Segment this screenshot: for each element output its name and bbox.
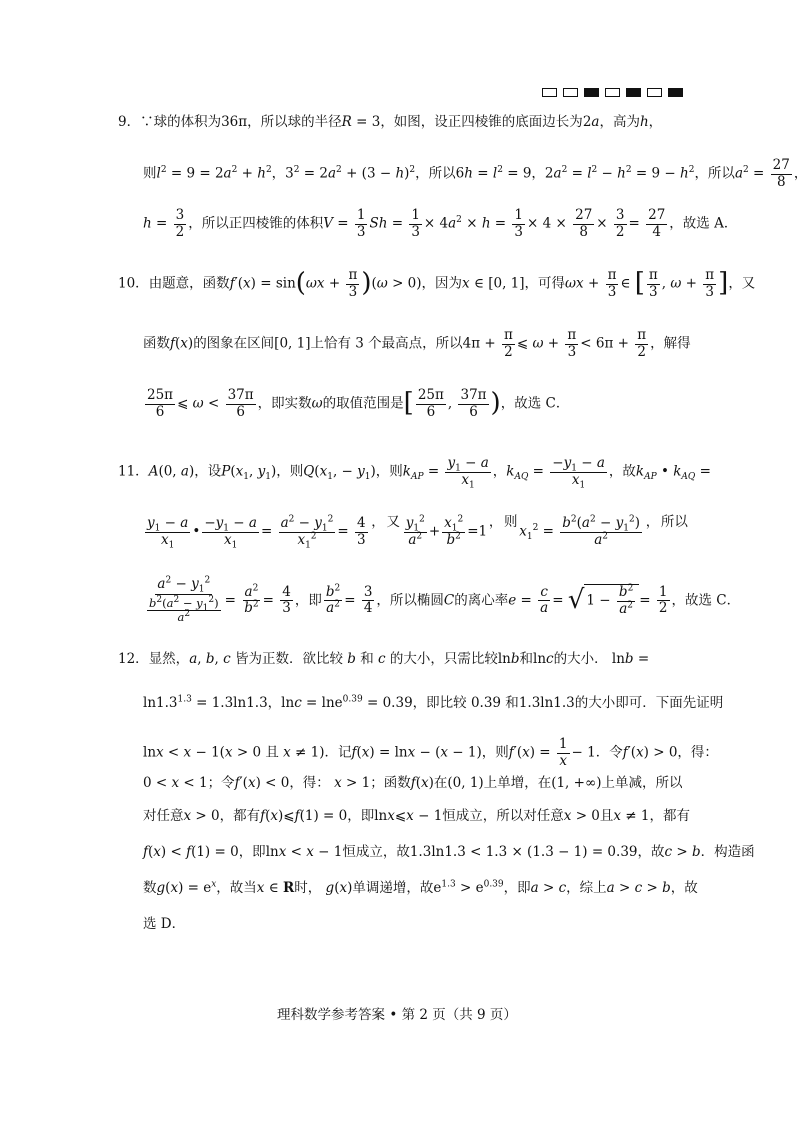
q12-line-3: lnx < x − 1(x > 0 且 x ≠ 1)．记f(x) = lnx − (x − 1)，则f′(x) = $\frac{1}{x}$ − 1．令f′(x) > 0，得： [143, 736, 718, 769]
page-footer: 理科数学参考答案 • 第 2 页（共 9 页） [277, 1007, 517, 1023]
q12-line-6: f(x) < f(1) = 0，即lnx < x − 1恒成立，故1.3ln1.3 < 1.3 × (1.3 − 1) = 0.39，故c > b．构造函 [143, 844, 755, 860]
q10-line-3: $\frac{25\pi}{6}$ ⩽ ω < $\frac{37\pi}{6}$ ，即实数ω的取值范围是[ $\frac{25\pi}{6}$ , $\frac{37\pi}{6}$ )，故选 C． [147, 387, 570, 420]
mark-square [563, 88, 578, 97]
mark-square [668, 88, 683, 97]
q11-line-2: $\frac{y_1 - a}{x_1}$ • $\frac{-y_1 - a}{x_1}$ = $\frac{a^2 - y_1^2}{x_1^2}$ = $\frac{4}{3}$ ， 又 $\frac{y_1^2}{a^2}$ + $\frac{x_1^2}{b^2}$ =1 ， 则 $x_1^2$ = $\frac{b^2(a^2 - y_1^2)}{a^2}$ ， 所以 [147, 514, 688, 551]
mark-square [542, 88, 557, 97]
header-marks [542, 88, 683, 97]
q12-line-1: 12．显然，a, b, c 皆为正数．欲比较 b 和 c 的大小，只需比较lnb和lnc的大小． lnb = [118, 651, 650, 667]
mark-square [647, 88, 662, 97]
q9-line-3: h = $\frac{3}{2}$ ，所以正四棱锥的体积V = $\frac{1}{3}$ Sh = $\frac{1}{3}$ × $4a^2 \times h$ = $\frac{1}{3}$ × 4 × $\frac{27}{8}$ × $\frac{3}{2}$ = $\frac{27}{4}$ ，故选 A． [143, 207, 738, 240]
q10-line-2: 函数f(x)的图象在区间[0, 1]上恰有 3 个最高点，所以4π + $\frac{\pi}{2}$ ⩽ ω + $\frac{\pi}{3}$ < 6π + $\frac{\pi}{2}$ ，解得 [143, 327, 691, 360]
mark-square [605, 88, 620, 97]
q10-line-1: 10．由题意，函数f′(x) = sin(ωx + $\frac{\pi}{3}$ )(ω > 0)，因为x ∈ [0, 1]，可得ωx + $\frac{\pi}{3}$ ∈ [ $\frac{\pi}{3}$ , ω + $\frac{\pi}{3}$ ]，又 [118, 267, 756, 300]
q12-line-8: 选 D． [143, 916, 186, 932]
q9-line-1: 9．∵球的体积为36π，所以球的半径R = 3，如图，设正四棱锥的底面边长为2a，高为h， [118, 114, 663, 130]
mark-square [626, 88, 641, 97]
q11-line-3: $\frac{a^2 - y_1^2}{\frac{b^2(a^2 - y_1^2)}{a^2}}$ = $\frac{a^2}{b^2}$ = $\frac{4}{3}$ ，即 $\frac{b^2}{a^2}$ = $\frac{3}{4}$ ，所以椭圆C的离心率e = $\frac{c}{a}$ = √ 1 − $\frac{b^2}{a^2}$ = $\frac{1}{2}$ ，故选 C． [149, 575, 741, 624]
q11-line-1: 11．A(0, a)，设$P(x_1$, $y_1$)，则$Q(x_1$, − $y_1$)，则$k_{AP}$ = $\frac{y_1 - a}{x_1}$ ，$k_{AQ}$ = $\frac{-y_1 - a}{x_1}$ ，故$k_{AP}$ • $k_{AQ}$ = [118, 455, 711, 491]
q9-line-2: 则$l^2 = 9 = 2a^2 + h^2$，$3^2 = 2a^2 + (3 - h)^2$，所以$6h = l^2 = 9$，$2a^2 = l^2 - h^2 = 9 - h^2$，所以$a^2$ = $\frac{27}{8}$ ， [143, 157, 807, 190]
q12-line-4: 0 < x < 1；令f′(x) < 0，得： x > 1；函数f(x)在(0, 1)上单增，在(1, +∞)上单减，所以 [143, 775, 683, 791]
mark-square [584, 88, 599, 97]
q12-line-7: 数$g(x) = e^x$，故当x ∈ R时， g(x)单调递增，故$e^{1.3} > e^{0.39}$，即a > c，综上a > c > b，故 [143, 879, 698, 896]
q12-line-2: $\ln 1.3^{1.3} = 1.3\ln 1.3$，lnc = lne$^{0.39}$ = 0.39，即比较 0.39 和1.3ln1.3的大小即可．下面先证明 [143, 694, 724, 711]
q12-line-5: 对任意x > 0，都有f(x)⩽f(1) = 0，即lnx⩽x − 1恒成立，所以对任意x > 0且x ≠ 1，都有 [143, 808, 690, 824]
